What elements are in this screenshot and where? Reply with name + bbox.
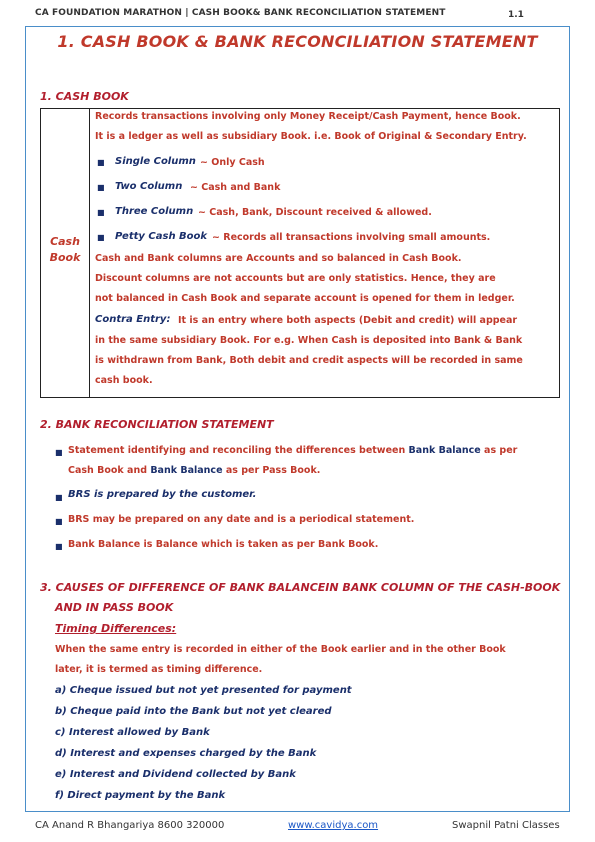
brs-line: BRS may be prepared on any date and is a periodical statement.: [68, 514, 415, 525]
section-heading-causes-cont: AND IN PASS BOOK: [55, 601, 174, 614]
box-divider: [89, 108, 90, 398]
footer-author: CA Anand R Bhangariya 8600 320000: [35, 820, 225, 831]
type-name: Three Column: [115, 206, 194, 217]
page-number: 1.1: [508, 10, 524, 20]
bank-balance-term: Bank Balance: [408, 445, 481, 456]
contra-line: cash book.: [95, 375, 153, 386]
intro-line: It is a ledger as well as subsidiary Book. i.e. Book of Original & Secondary Entry.: [95, 131, 527, 142]
cause-item: d) Interest and expenses charged by the Bank: [55, 748, 317, 759]
section-heading-causes: 3. CAUSES OF DIFFERENCE OF BANK BALANCEIN BANK COLUMN OF THE CASH-BOOK: [40, 581, 561, 594]
more-line: Cash and Bank columns are Accounts and so balanced in Cash Book.: [95, 253, 462, 264]
label-line: Cash: [50, 235, 80, 248]
brs-line: [68, 445, 517, 456]
more-line: Discount columns are not accounts but are only statistics. Hence, they are: [95, 273, 496, 284]
label-line: Book: [49, 251, 81, 264]
contra-entry-label: Contra Entry:: [95, 314, 171, 325]
contra-line: in the same subsidiary Book. For e.g. When Cash is deposited into Bank & Bank: [95, 335, 523, 346]
cause-item: c) Interest allowed by Bank: [55, 727, 210, 738]
page-header: [0, 0, 595, 26]
brs-text: as per: [480, 445, 518, 456]
intro-line: Records transactions involving only Money Receipt/Cash Payment, hence Book.: [95, 111, 521, 122]
timing-intro-line: When the same entry is recorded in either of the Book earlier and in the other Book: [55, 644, 506, 655]
cause-item: e) Interest and Dividend collected by Bank: [55, 769, 296, 780]
type-name: Petty Cash Book: [115, 231, 208, 242]
website-link[interactable]: www.cavidya.com: [288, 820, 379, 831]
cause-item: f) Direct payment by the Bank: [55, 790, 226, 801]
contra-line: is withdrawn from Bank, Both debit and credit aspects will be recorded in same: [95, 355, 523, 366]
brs-text: Cash Book and: [68, 465, 151, 476]
brs-text: as per Pass Book.: [222, 465, 321, 476]
bullet-icon: ■: [55, 517, 63, 526]
cash-book-label: [44, 234, 86, 266]
brs-line: Bank Balance is Balance which is taken as per Bank Book.: [68, 539, 379, 550]
bullet-icon: ■: [97, 158, 105, 167]
cause-item: b) Cheque paid into the Bank but not yet cleared: [55, 706, 332, 717]
footer-classes: Swapnil Patni Classes: [452, 820, 560, 831]
type-desc: ~ Records all transactions involving small amounts.: [212, 232, 491, 243]
bullet-icon: ■: [55, 448, 63, 457]
header-title: CA FOUNDATION MARATHON | CASH BOOK& BANK RECONCILIATION STATEMENT: [35, 8, 446, 18]
bullet-icon: ■: [55, 493, 63, 502]
brs-line: [68, 465, 320, 476]
type-name: Two Column: [115, 181, 183, 192]
type-desc: ~ Cash and Bank: [190, 182, 281, 193]
section-heading-cash-book: 1. CASH BOOK: [40, 90, 129, 103]
type-desc: ~ Only Cash: [200, 157, 265, 168]
contra-line: It is an entry where both aspects (Debit and credit) will appear: [178, 315, 518, 326]
bullet-icon: ■: [97, 208, 105, 217]
page-title: 1. CASH BOOK & BANK RECONCILIATION STATEMENT: [57, 32, 538, 51]
section-heading-brs: 2. BANK RECONCILIATION STATEMENT: [40, 418, 274, 431]
brs-text: Statement identifying and reconciling the differences between: [68, 445, 409, 456]
bullet-icon: ■: [97, 183, 105, 192]
bullet-icon: ■: [97, 233, 105, 242]
cause-item: a) Cheque issued but not yet presented for payment: [55, 685, 352, 696]
bullet-icon: ■: [55, 542, 63, 551]
type-name: Single Column: [115, 156, 196, 167]
type-desc: ~ Cash, Bank, Discount received & allowed.: [198, 207, 432, 218]
brs-line: BRS is prepared by the customer.: [68, 489, 257, 500]
more-line: not balanced in Cash Book and separate account is opened for them in ledger.: [95, 293, 515, 304]
footer-website[interactable]: [288, 820, 378, 831]
bank-balance-term: Bank Balance: [150, 465, 223, 476]
timing-differences-heading: Timing Differences:: [55, 622, 177, 635]
timing-intro-line: later, it is termed as timing difference.: [55, 664, 263, 675]
